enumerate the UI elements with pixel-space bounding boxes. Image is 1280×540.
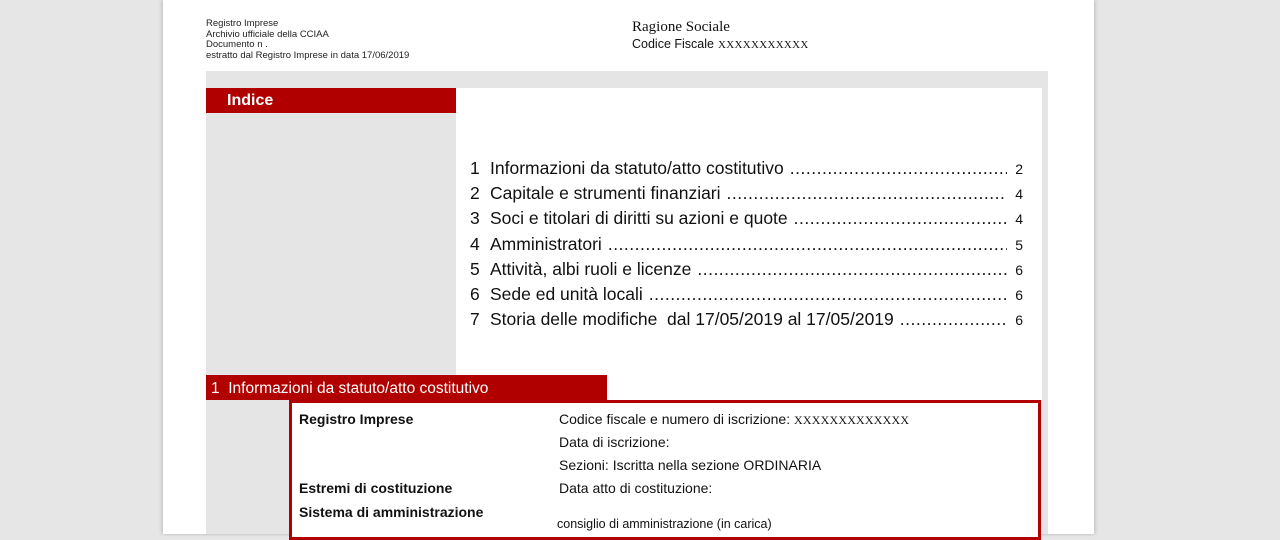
ragione-sociale: Ragione Sociale [632,19,730,35]
codice-fiscale [632,36,809,53]
toc-label: Informazioni da statuto/atto costitutivo [490,158,784,178]
toc-item[interactable] [470,181,1023,206]
toc-item[interactable] [470,206,1023,231]
toc-item[interactable] [470,232,1023,257]
company-header [632,19,809,53]
section-header-spacer [607,375,1042,400]
toc-leader-dots [900,307,1007,331]
toc-label: Storia delle modifiche dal 17/05/2019 al 17/05/2019 [490,309,894,330]
field-value: Data di iscrizione: [559,434,670,450]
toc-page: 4 [1015,186,1023,203]
toc-number: 7 [470,309,480,330]
toc-page: 6 [1015,312,1023,329]
header-line: Archivio ufficiale della CCIAA [206,28,329,40]
codice-fiscale-label: Codice Fiscale [632,37,714,51]
toc-label: Sede ed unità locali [490,284,643,305]
toc-leader-dots [697,257,1007,281]
toc-page: 4 [1015,211,1023,228]
field-value: consiglio di amministrazione (in carica) [557,517,772,531]
toc-number: 4 [470,233,480,254]
toc-item[interactable] [470,257,1023,282]
toc-leader-dots [608,232,1007,256]
toc-number: 2 [470,183,480,204]
toc-label: Soci e titolari di diritti su azioni e quote [490,208,788,229]
toc-number: 6 [470,284,480,305]
index-title: Indice [206,88,456,113]
toc-leader-dots [794,206,1007,230]
toc-number: 5 [470,258,480,279]
field-value: Data atto di costituzione: [559,480,713,496]
codice-fiscale-value: XXXXXXXXXXX [717,39,809,51]
header-line: estratto dal Registro Imprese in data 17/06/2019 [206,49,410,61]
toc-page: 2 [1015,161,1023,177]
toc-page: 6 [1015,287,1023,304]
toc-page: 5 [1015,236,1023,253]
toc-label: Capitale e strumenti finanziari [490,183,721,204]
toc-label: Attività, albi ruoli e licenze [490,258,692,279]
field-label: Estremi di costituzione [299,480,453,496]
toc-item[interactable] [470,156,1023,181]
toc-leader-dots [790,156,1007,180]
toc-page: 6 [1015,261,1023,278]
toc-item[interactable] [470,307,1023,332]
field-value-code: XXXXXXXXXXXXX [794,413,910,427]
toc-label: Amministratori [490,233,602,254]
toc-leader-dots [727,181,1007,205]
toc-number: 1 [470,158,480,178]
toc-leader-dots [649,282,1007,306]
field-label: Sistema di amministrazione [299,504,484,520]
field-value: Sezioni: Iscritta nella sezione ORDINARIA [559,457,822,473]
field-value [559,411,909,428]
toc-number: 3 [470,208,480,229]
header-line: Documento n . [206,39,268,50]
toc-item[interactable] [470,282,1023,307]
document-page [163,0,1094,534]
section-details-box [289,400,1041,540]
registry-header [206,19,409,61]
field-label: Registro Imprese [299,411,414,427]
section-title: 1 Informazioni da statuto/atto costitutivo [206,375,607,400]
table-of-contents [470,156,1023,332]
field-value-text: Codice fiscale e numero di iscrizione: [559,411,794,427]
header-line: Registro Imprese [206,18,279,29]
